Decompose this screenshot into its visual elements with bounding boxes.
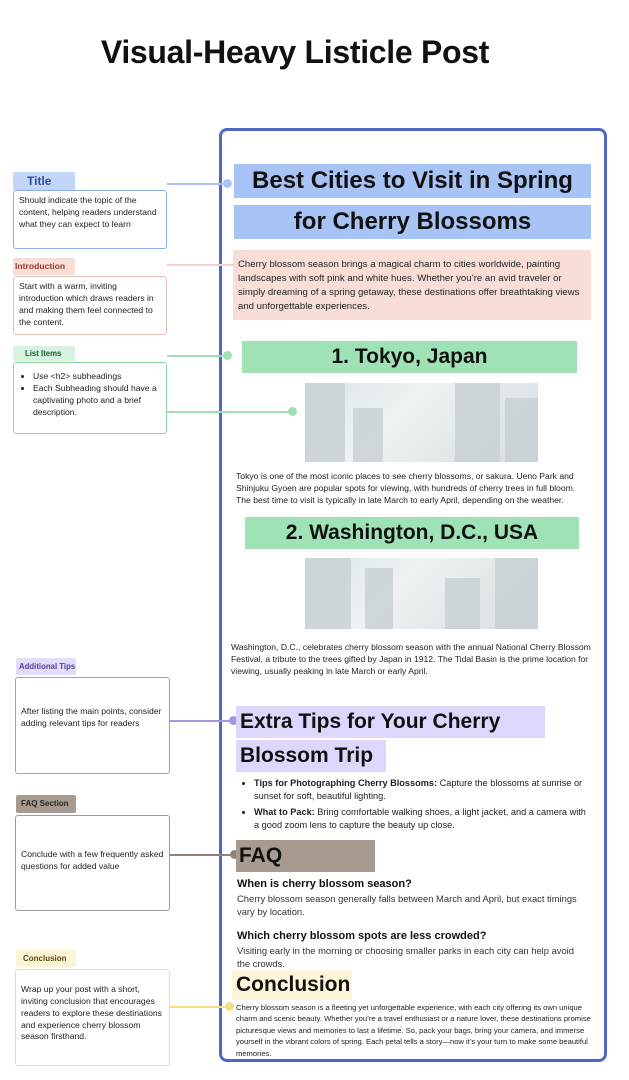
conclusion-connector-dot — [225, 1002, 234, 1011]
list-items-bullet: • Each Subheading should have a captivating photo and a brief description. — [33, 383, 161, 419]
list-items-label: List Items — [13, 346, 75, 361]
washington-photo — [305, 558, 538, 629]
tips-heading-line-2: Blossom Trip — [236, 740, 386, 772]
list-items-photo-connector — [167, 411, 291, 413]
title-connector-dot — [223, 179, 232, 188]
list-items-connector-dot — [223, 351, 232, 360]
faq-connector — [170, 854, 234, 856]
conclusion-connector — [170, 1006, 230, 1008]
additional-tips-connector — [170, 720, 234, 722]
faq-heading: FAQ — [236, 840, 375, 872]
tip-title: Tips for Photographing Cherry Blossoms: — [254, 778, 438, 788]
faq-question: When is cherry blossom season? — [237, 878, 412, 890]
tip-item — [254, 806, 590, 833]
conclusion-heading: Conclusion — [232, 970, 352, 1000]
faq-answer: Cherry blossom season generally falls between March and April, but exact timings vary by location. — [237, 893, 577, 918]
tip-title: What to Pack: — [254, 806, 315, 817]
faq-label: FAQ Section — [16, 795, 76, 813]
list-items-connector — [167, 355, 227, 357]
conclusion-note: Wrap up your post with a short, inviting conclusion that encourages readers to explore these destinations and experience cherry blossom season firsthand. — [15, 969, 170, 1066]
list-items-bullet: • Use <h2> subheadings — [33, 371, 161, 383]
tips-heading-line-1: Extra Tips for Your Cherry — [236, 706, 545, 738]
additional-tips-label: Additional Tips — [16, 658, 76, 675]
faq-answer: Visiting early in the morning or choosing smaller parks in each city can help avoid the crowds. — [237, 945, 574, 970]
tip-text: Bring comfortable walking shoes, a light jacket, and a camera with a good zoom lens to capture the beauty up close. — [254, 806, 586, 831]
introduction-connector — [167, 264, 235, 266]
list-items-note — [13, 362, 167, 434]
additional-tips-note: After listing the main points, consider adding relevant tips for readers — [15, 677, 170, 774]
article-title-line-1: Best Cities to Visit in Spring — [234, 164, 591, 198]
conclusion-text: Cherry blossom season is a fleeting yet unforgettable experience, with each city offering its own unique charm and scenic beauty. Whether you’re a travel enthusiast or a nature lover, these destinations promise picturesque views and memories to last a lifetime. So, pack your bags, bring your camera, and immerse yourself in the vibrant colors of spring. Each petal tells a story—now it’s your turn to make some beautiful memories. — [236, 1003, 591, 1058]
faq-question: Which cherry blossom spots are less crowded? — [237, 930, 487, 942]
tips-list — [240, 777, 590, 832]
introduction-note: Start with a warm, inviting introduction which draws readers in and making them feel connected to the content. — [13, 276, 167, 335]
introduction-label: Introduction — [13, 258, 75, 275]
list-item-description: Washington, D.C., celebrates cherry blossom season with the annual National Cherry Blossom Festival, a tribute to the trees gifted by Japan in 1912. The Tidal Basin is the prime location for viewing, usually peaking in late March or early April. — [231, 642, 591, 677]
list-items-photo-dot — [288, 407, 297, 416]
faq-note: Conclude with a few frequently asked questions for added value — [15, 815, 170, 911]
conclusion-label: Conclusion — [16, 950, 76, 967]
list-item-description: Tokyo is one of the most iconic places to see cherry blossoms, or sakura. Ueno Park and Shinjuku Gyoen are popular spots for viewing, with hundreds of cherry trees in full bloom. The best time to visit is typically in late March to early April, depending on the weather. — [236, 471, 576, 506]
article-title-line-2: for Cherry Blossoms — [234, 205, 591, 239]
tip-text: Capture the blossoms at sunrise or sunset for soft, beautiful lighting. — [254, 778, 583, 802]
title-connector — [167, 183, 227, 185]
title-note: Should indicate the topic of the content, helping readers understand what they can expect to learn — [13, 190, 167, 249]
article-intro: Cherry blossom season brings a magical charm to cities worldwide, painting landscapes with soft pink and white hues. Whether you’re an avid traveler or simply dreaming of a spring getaway, these destinations offer breathtaking views and unforgettable experiences. — [233, 250, 591, 320]
tip-item — [254, 777, 590, 804]
page-title: Visual-Heavy Listicle Post — [100, 34, 490, 70]
list-item-heading: 1. Tokyo, Japan — [242, 341, 577, 373]
title-label: Title — [13, 172, 75, 190]
tokyo-photo — [305, 383, 538, 462]
list-item-heading: 2. Washington, D.C., USA — [245, 517, 579, 549]
